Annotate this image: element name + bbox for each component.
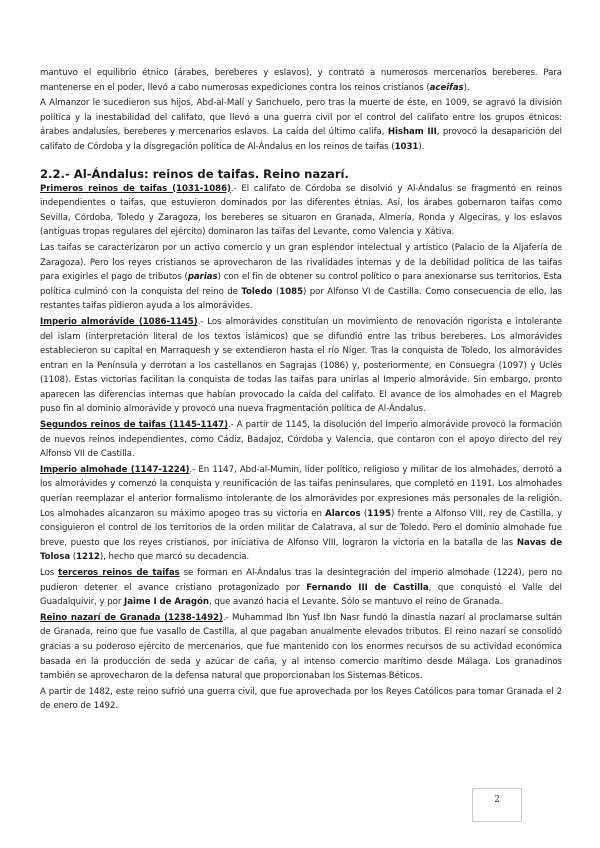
emphasis: Fernando III de Castilla <box>306 582 429 593</box>
subheading: Reino nazarí de Granada (1238-1492) <box>40 612 223 623</box>
emphasis: Jaime I de Aragón <box>124 597 209 608</box>
page-number: 2 <box>472 788 522 822</box>
emphasis: Toledo <box>241 286 273 297</box>
text: mantuvo el equilibrio étnico (árabes, bereberes y eslavos), y contrató a numerosos mercenarios bereberes. Para mantenerse en el poder, llevó a cabo numerosas expediciones contra los reinos cristianos ( <box>40 68 562 93</box>
subheading: Segundos reinos de taifas (1145-1147) <box>40 420 228 431</box>
text: Las taifas se caracterizaron por un activo comercio y un gran esplendor intelectual y artístico (Palacio de la Aljafería de Zaragoza). Pero los reyes cristianos se aprovecharon de las rivalidades internas y de la debilidad política de las taifas para exigirles el pago de tributos ( <box>40 242 562 283</box>
text: ) frente a Alfonso VIII, rey de Castilla, y consiguieron el control de los territorios de la orden militar de Calatrava, al sur de Toledo. Pero el dominio almohade fue breve, puesto que los reyes cristianos, por iniciativa de Alfonso VIII, lograron la victoria en la batalla de las <box>40 508 562 548</box>
text: ) con el fin de obtener su control político o para anexionarse sus territorios. Esta política culminó con la conquista del reino de <box>40 272 563 297</box>
subheading: terceros reinos de taifas <box>58 568 180 578</box>
text: .- Los almorávides constituían un movimiento de renovación rigorista e intolerante del islam (interpretación literal de los textos islámicos) que se difundió entre las tribus bereberes. Los almorávides establecieron su capital en Marraquesh y se extendieron hasta el río Níger. Tras la conquista de Toledo, los almorávides entran en la Península y derrotan a los castellanos en Sagrajas (1086) y, posteriormente, en Consuegra (1097) y Uclés (1108). Estas victorias facilitan la conquista de todas las taifas para unirlas al Imperio almorávide. Sin embargo, pronto aparecen las diferencias internas que habían provocado la caída del califato. El avance de los almohades en el Magreb puso fin al dominio almorávide y provocó una nueva fragmentación política de Al-Ándalus. <box>40 316 562 415</box>
paragraph-reyes-catolicos <box>40 685 562 714</box>
text: ). <box>418 141 425 152</box>
text: , que avanzó hacia el Levante. Sólo se mantuvo el reino de Granada. <box>208 597 503 608</box>
paragraph-almohade <box>40 463 562 565</box>
text: .- El califato de Córdoba se disolvió y Al-Ándalus se fragmentó en reinos independientes o taifas, que estuvieron dominados por las diferentes étnias. Así, los árabes gobernaron taifas como Sevilla, Córdoba, Toledo y Zaragoza, los bereberes se situaron en Granada, Almería, Ronda y Algeciras, y los eslavos (antiguas tropas regulares del ejército) dominaron las taifas del Levante, como Valencia y Xátiva. <box>40 183 562 238</box>
text: ), hecho que marcó su decadencia. <box>99 552 250 563</box>
subheading: Imperio almorávide (1086-1145) <box>40 316 198 327</box>
text: .- Muhammad Ibn Yusf Ibn Nasr fundó la dinastía nazarí al proclamarse sultán de Granada, reino que fue vasallo de Castilla, al que pagaban anualmente elevados tributos. El reino nazarí se consolidó gracias a su poderoso ejército de mercenarios, que fue mantenido con los enormes recursos de su actividad económica basada en la producción de seda y azúcar de caña, y al intenso comercio marítimo desde Málaga. Los granadinos también se aprovecharon de la defensa natural que proporcionaban los Sistemas Béticos. <box>40 612 562 682</box>
paragraph-reino-nazari <box>40 611 562 684</box>
emphasis: aceifas <box>429 82 464 93</box>
text: , provocó la desaparición del califato de Córdoba y la disgregación política de Al-Ándalus en los reinos de taifas ( <box>40 127 562 152</box>
paragraph-primeros-taifas <box>40 182 562 240</box>
text: ( <box>360 508 368 519</box>
emphasis: 1195 <box>367 508 391 519</box>
document-page <box>40 66 562 715</box>
emphasis: parias <box>187 272 218 283</box>
text: .- En 1147, Abd-al-Mumin, líder político, religioso y militar de los almohades, derrotó a los almorávides y comenzó la conquista y reunificación de las taifas peninsulares, que completó en 1191. Los almohades querían reemplazar el anterior formalismo intolerante de los almorávides por expresiones más personales de la religión. Los almohades alcanzaron su máximo apogeo tras su victoria en <box>40 464 562 519</box>
emphasis: Alarcos <box>325 508 361 519</box>
text: A partir de 1482, este reino sufrió una guerra civil, que fue aprovechada por los Reyes Católicos para tomar Granada el 2 de enero de 1492. <box>40 686 562 712</box>
emphasis: Navas de Tolosa <box>40 537 562 563</box>
subheading: Imperio almohade (1147-1224) <box>40 464 190 475</box>
emphasis: 1212 <box>76 552 100 563</box>
text: , que conquistó el Valle del Guadalquivir, y por <box>40 582 562 608</box>
paragraph-intro-1 <box>40 66 562 95</box>
text: Los <box>40 568 59 578</box>
paragraph-terceros-taifas <box>40 566 562 610</box>
text: ). <box>463 82 470 93</box>
section-heading: 2.2.- Al-Ándalus: reinos de taifas. Reino nazarí. <box>40 166 349 181</box>
subheading: Primeros reinos de taifas (1031-1086) <box>40 183 231 194</box>
paragraph-segundos-taifas <box>40 418 562 462</box>
emphasis: 1085 <box>279 286 303 297</box>
paragraph-taifas-comercio <box>40 241 562 314</box>
paragraph-intro-2 <box>40 96 562 154</box>
text: A Almanzor le sucedieron sus hijos, Abd-al-Malí y Sanchuelo, pero tras la muerte de éste, en 1009, se agravó la división política y la inestabilidad del califato, que llevó a una guerra civil por el control del califato entre los grupos étnicos: árabes andalusíes, bereberes y mercenarios eslavos. La caída del último califa, <box>40 98 562 138</box>
emphasis: Hisham III <box>387 127 437 138</box>
text: se forman en Al-Ándalus tras la desintegración del imperio almohade (1224), pero no pudieron detener el avance cristiano protagonizado por <box>40 568 562 593</box>
emphasis: 1031 <box>394 141 419 152</box>
text: ) por Alfonso VI de Castilla. Como consecuencia de ello, las restantes taifas pidieron ayuda a los almorávides. <box>40 286 562 312</box>
text: ( <box>70 552 77 563</box>
paragraph-almoravide <box>40 315 562 417</box>
text: .- A partir de 1145, la disolución del Imperio almorávide provocó la formación de nuevos reinos independientes, como Cádiz, Badajoz, Córdoba y Valencia, que contaron con el apoyo directo del rey Alfonso VII de Castilla. <box>40 420 562 460</box>
text: ( <box>272 286 280 297</box>
